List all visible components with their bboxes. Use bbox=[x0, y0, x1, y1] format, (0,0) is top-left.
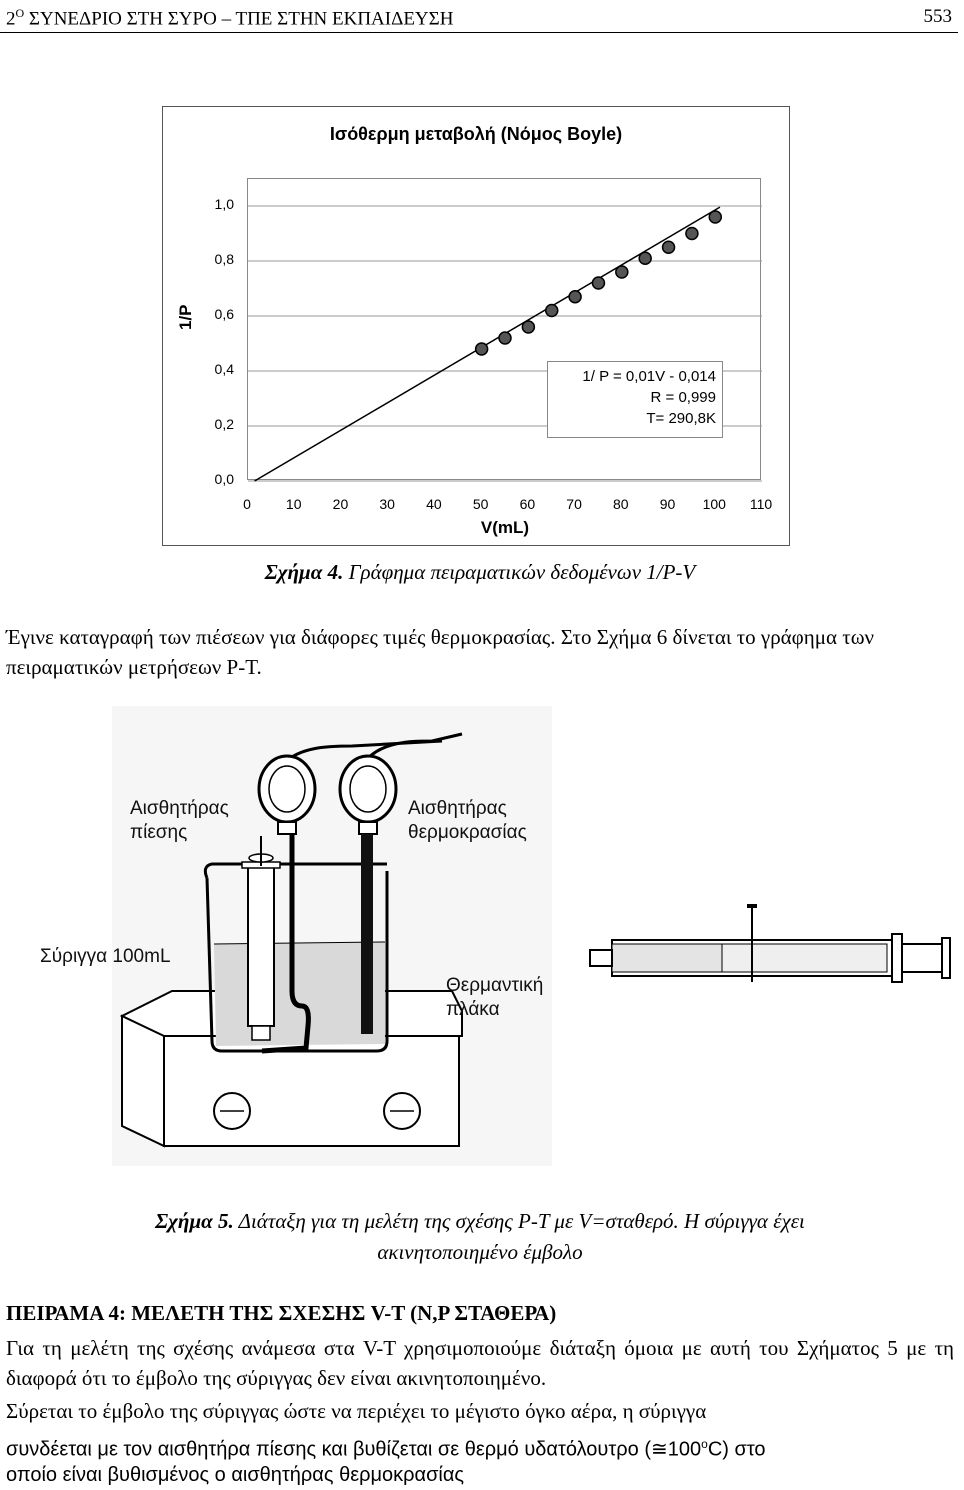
data-point bbox=[569, 291, 581, 303]
degree-sup: ο bbox=[701, 1437, 708, 1451]
x-tick-label: 30 bbox=[379, 496, 395, 512]
y-tick-label: 0,6 bbox=[214, 306, 234, 322]
header-title: ΣΥΝΕΔΡΙΟ ΣΤΗ ΣΥΡΟ – ΤΠΕ ΣΤΗΝ ΕΚΠΑΙΔΕΥΣΗ bbox=[24, 8, 454, 30]
y-axis-label: 1/P bbox=[176, 304, 195, 330]
paragraph-2: Για τη μελέτη της σχέσης ανάμεσα στα V-T χρησιμοποιούμε διάταξη όμοια με αυτή του Σχήματος 5 με τη διαφορά ότι το έμβολο της σύριγγας δεν είναι ακινητοποιημένο. bbox=[6, 1336, 954, 1390]
x-tick-label: 100 bbox=[702, 496, 726, 512]
data-point bbox=[639, 252, 651, 264]
approx-symbol: ≅ bbox=[650, 1438, 668, 1461]
data-point bbox=[709, 211, 721, 223]
paragraph-3-line1: Σύρεται το έμβολο της σύριγγας ώστε να περιέχει το μέγιστο όγκο αέρα, η σύριγγα bbox=[6, 1399, 707, 1423]
apparatus-illustration bbox=[112, 706, 964, 1176]
data-point bbox=[592, 277, 604, 289]
data-point bbox=[616, 266, 628, 278]
figure5-caption bbox=[0, 1209, 960, 1234]
paragraph-1: Έγινε καταγραφή των πιέσεων για διάφορες τιμές θερμοκρασίας. Στο Σχήμα 6 δίνεται το γράφημα των πειραματικών μετρήσεων P-T. bbox=[6, 625, 875, 679]
x-tick-label: 0 bbox=[243, 496, 251, 512]
annotation-temp: T= 290,8K bbox=[646, 410, 716, 427]
x-tick-label: 50 bbox=[472, 496, 489, 512]
temp-value: 100 bbox=[667, 1438, 702, 1461]
figure4-text: Γράφημα πειραματικών δεδομένων 1/P-V bbox=[343, 560, 696, 584]
data-point bbox=[476, 343, 488, 355]
annotation-r: R = 0,999 bbox=[650, 389, 716, 406]
x-axis-label: V(mL) bbox=[480, 518, 530, 537]
x-tick-label: 70 bbox=[566, 496, 582, 512]
y-tick-label: 1,0 bbox=[214, 196, 234, 212]
running-header bbox=[6, 6, 453, 30]
header-rule bbox=[0, 32, 958, 33]
x-tick-label: 90 bbox=[659, 496, 676, 512]
trendline bbox=[255, 207, 720, 481]
y-tick-label: 0,2 bbox=[214, 416, 234, 432]
para3-line2-text: συνδέεται με τον αισθητήρα πίεσης και βυθίζεται σε θερμό υδατόλουτρο ( bbox=[6, 1438, 651, 1461]
header-ordinal-sup: Ο bbox=[15, 6, 25, 20]
data-point bbox=[499, 332, 511, 344]
figure5-label: Σχήμα 5. bbox=[155, 1209, 234, 1233]
section-heading: ΠΕΙΡΑΜΑ 4: ΜΕΛΕΤΗ ΤΗΣ ΣΧΕΣΗΣ V-T (N,P ΣΤΑΘΕΡΑ) bbox=[6, 1301, 557, 1325]
figure4-caption bbox=[0, 560, 960, 585]
data-point bbox=[522, 321, 534, 333]
page-number: 553 bbox=[923, 6, 952, 27]
x-tick-label: 20 bbox=[332, 496, 349, 512]
syringe-vertical-icon bbox=[242, 836, 280, 1040]
label-hotplate: Θερμαντική πλάκα bbox=[446, 975, 544, 1020]
figure5-caption-line2: ακινητοποιημένο έμβολο bbox=[377, 1240, 583, 1264]
data-point bbox=[663, 241, 675, 253]
temperature-probe bbox=[361, 834, 373, 1034]
x-tick-label: 60 bbox=[519, 496, 536, 512]
y-tick-label: 0,4 bbox=[214, 361, 234, 377]
regression-annotation bbox=[547, 361, 723, 438]
figure4-label: Σχήμα 4. bbox=[264, 560, 344, 584]
y-tick-label: 0,0 bbox=[214, 471, 234, 487]
x-tick-label: 110 bbox=[749, 496, 773, 512]
y-tick-label: 0,8 bbox=[214, 251, 234, 267]
label-temperature-sensor: Αισθητήρας θερμοκρασίας bbox=[408, 798, 527, 843]
x-tick-label: 80 bbox=[613, 496, 629, 512]
figure5-text-line1: Διάταξη για τη μελέτη της σχέσης P-T με V=σταθερό. Η σύριγγα έχει bbox=[233, 1209, 805, 1233]
header-ordinal: 2 bbox=[6, 8, 16, 30]
chart-title: Ισόθερμη μεταβολή (Νόμος Boyle) bbox=[329, 124, 623, 144]
syringe-horizontal-icon bbox=[590, 904, 950, 982]
x-tick-label: 40 bbox=[426, 496, 442, 512]
annotation-equation: 1/ P = 0,01V - 0,014 bbox=[582, 368, 716, 385]
label-syringe: Σύριγγα 100mL bbox=[40, 946, 171, 967]
data-point bbox=[546, 305, 558, 317]
label-pressure-sensor: Αισθητήρας πίεσης bbox=[130, 798, 229, 843]
data-point bbox=[686, 228, 698, 240]
paragraph-3-line3: οποίο είναι βυθισμένος ο αισθητήρας θερμοκρασίας bbox=[6, 1464, 465, 1486]
x-tick-label: 10 bbox=[285, 496, 302, 512]
temp-unit: C) στο bbox=[707, 1438, 766, 1461]
